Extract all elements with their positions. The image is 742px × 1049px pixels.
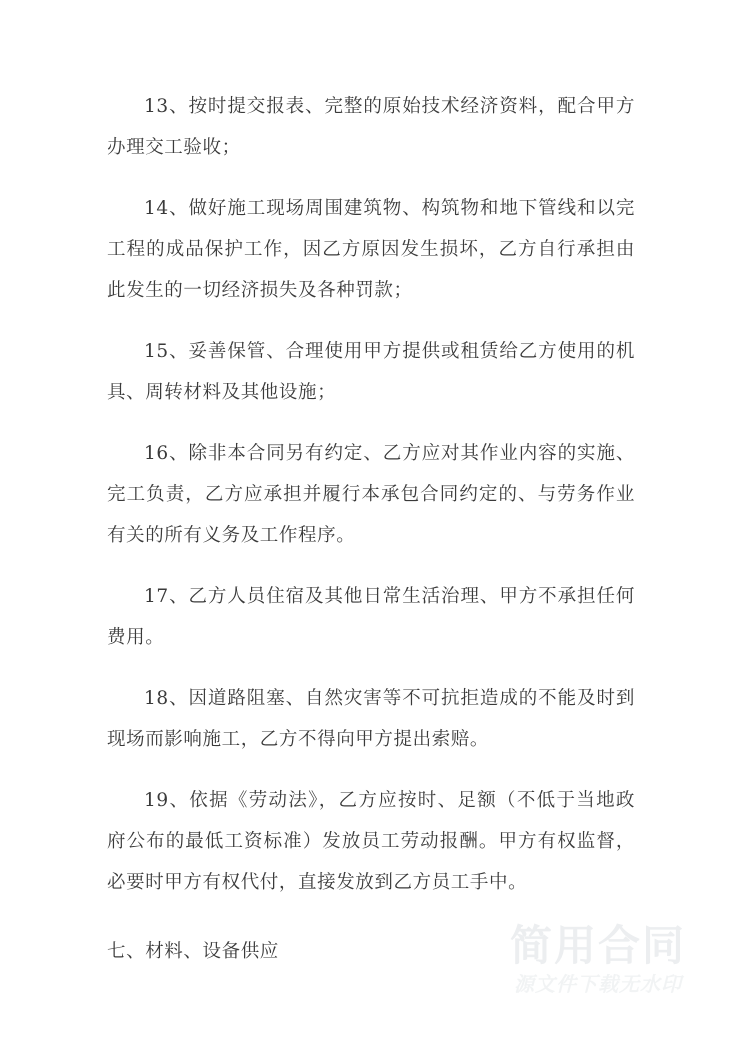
clause-paragraph-14: 14、做好施工现场周围建筑物、构筑物和地下管线和以完工程的成品保护工作，因乙方原因发生损坏，乙方自行承担由此发生的一切经济损失及各种罚款； bbox=[107, 198, 635, 301]
clause-paragraph-18: 18、因道路阻塞、自然灾害等不可抗拒造成的不能及时到现场而影响施工，乙方不得向甲方提出索赔。 bbox=[107, 688, 635, 750]
clause-paragraph-16: 16、除非本合同另有约定、乙方应对其作业内容的实施、完工负责，乙方应承担并履行本承包合同约定的、与劳务作业有关的所有义务及工作程序。 bbox=[107, 443, 635, 546]
section-heading-materials-equipment: 七、材料、设备供应 bbox=[107, 941, 279, 962]
clause-paragraph-17: 17、乙方人员住宿及其他日常生活治理、甲方不承担任何费用。 bbox=[107, 586, 635, 648]
watermark-brand-text: 简用合同 bbox=[509, 921, 686, 970]
document-text-body bbox=[107, 86, 635, 972]
watermark-tagline-text: 源文件下载无水印 bbox=[514, 972, 682, 996]
clause-paragraph-13: 13、按时提交报表、完整的原始技术经济资料，配合甲方办理交工验收； bbox=[107, 96, 635, 158]
clause-paragraph-15: 15、妥善保管、合理使用甲方提供或租赁给乙方使用的机具、周转材料及其他设施； bbox=[107, 341, 635, 403]
clause-paragraph-19: 19、依据《劳动法》，乙方应按时、足额（不低于当地政府公布的最低工资标准）发放员工劳动报酬。甲方有权监督，必要时甲方有权代付，直接发放到乙方员工手中。 bbox=[107, 790, 635, 893]
